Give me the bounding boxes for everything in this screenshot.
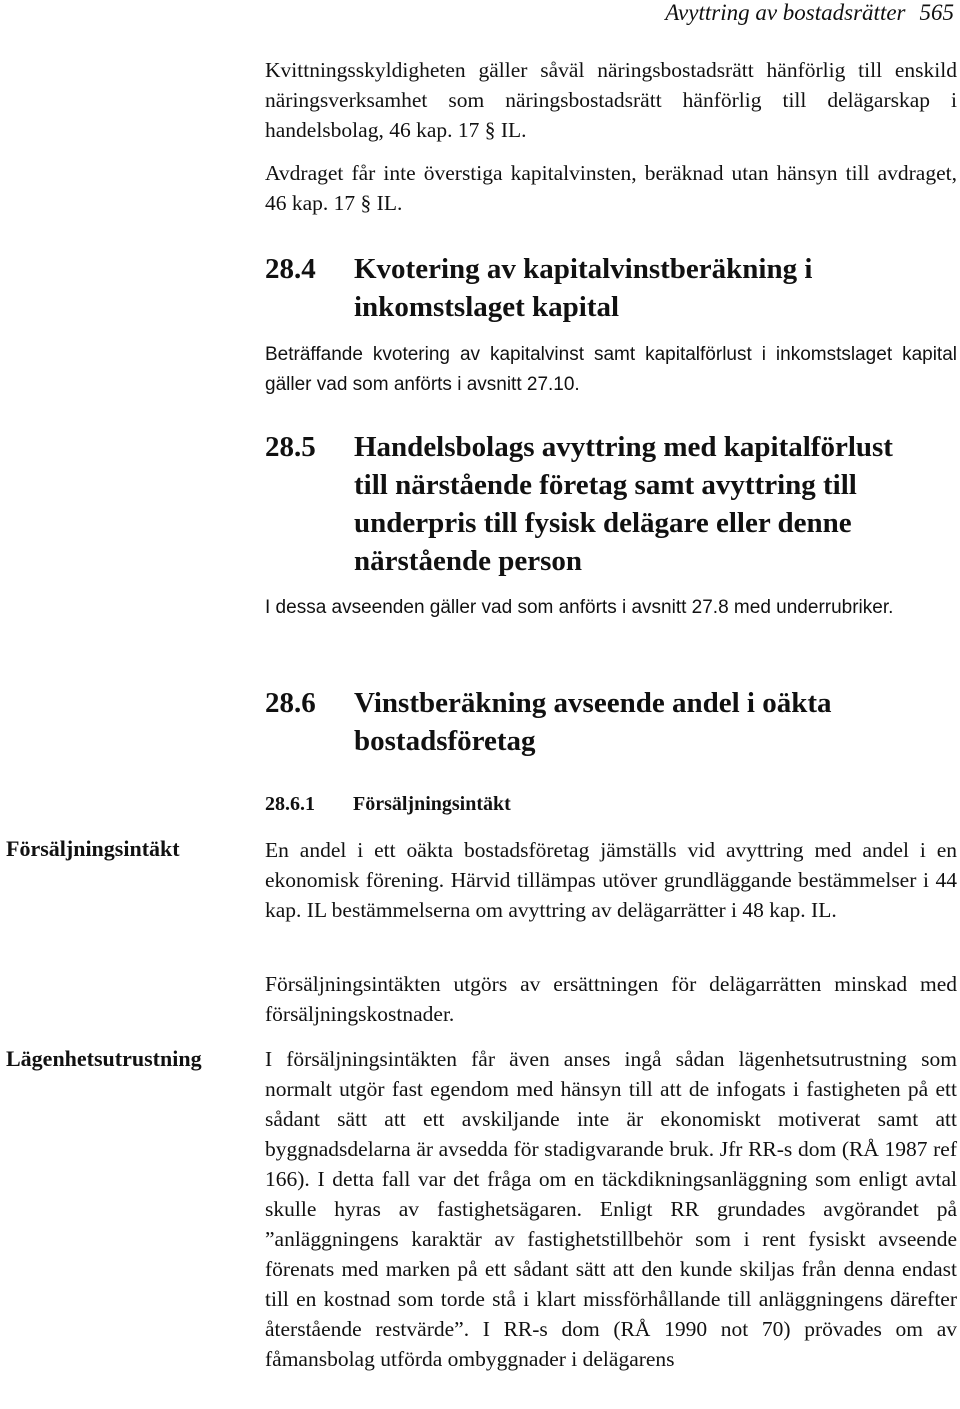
section-number: 28.4 bbox=[265, 253, 316, 285]
section-title: Kvotering av kapitalvinstberäkning i inkomstslaget kapital bbox=[354, 253, 813, 323]
running-header bbox=[665, 0, 954, 26]
margin-note-lagenhetsutrustning: Lägenhetsutrustning bbox=[6, 1046, 202, 1071]
section-28-6-1-paragraph-1: En andel i ett oäkta bostadsföretag jämställs vid avyttring med andel i en ekonomisk förening. Härvid tillämpas utöver grundläggande bestämmelser i 44 kap. IL bestämmelserna om avyttring av delägarrätter i 48 kap. IL. bbox=[265, 838, 957, 922]
subsection-number: 28.6.1 bbox=[265, 793, 315, 815]
section-28-5-body: I dessa avseenden gäller vad som anförts i avsnitt 27.8 med underrubriker. bbox=[265, 597, 894, 618]
subsection-title: Försäljningsintäkt bbox=[353, 793, 511, 815]
section-heading-28-5 bbox=[265, 428, 955, 580]
section-28-4-body: Beträffande kvotering av kapitalvinst samt kapitalförlust i inkomstslaget kapital gäller vad som anförts i avsnitt 27.10. bbox=[265, 344, 957, 395]
section-title: Vinstberäkning avseende andel i oäkta bostadsföretag bbox=[354, 687, 832, 757]
margin-note-forsaljningsintakt: Försäljningsintäkt bbox=[6, 836, 180, 861]
section-28-6-1-paragraph-3: I försäljningsintäkten får även anses ingå sådan lägenhetsutrustning som normalt utgör fast egendom med hänsyn till att de infogats i fastigheten på ett sådant sätt att ett avskiljande inte är ekonomiskt motiverat samt att byggnadsdelarna är avsedda för stadigvarande bruk. Jfr RR-s dom (RÅ 1987 ref 166). I detta fall var det fråga om en täckdikningsanläggning som enligt avtal skulle hyras av fastighetsägaren. Enligt RR grundades avgörandet på ”anläggningens karaktär av fastighetstillbehör som i rent fysiskt avseende förenats med marken på ett sådant sätt att den kunde skiljas från denna endast till en kostnad som torde stå i klart missförhållande till anläggningens därefter återstående restvärde”. I RR-s dom (RÅ 1990 not 70) prövades om av fåmansbolag utförda ombyggnader i delägarens bbox=[265, 1047, 957, 1371]
section-heading-28-6 bbox=[265, 684, 955, 760]
section-number: 28.6 bbox=[265, 687, 316, 719]
section-title: Handelsbolags avyttring med kapitalförlust till närstående företag samt avyttring till underpris till fysisk delägare eller denne närstående person bbox=[354, 431, 893, 577]
subsection-heading-28-6-1 bbox=[265, 790, 511, 818]
section-heading-28-4 bbox=[265, 250, 955, 326]
page-number: 565 bbox=[919, 0, 954, 25]
intro-paragraph-2: Avdraget får inte överstiga kapitalvinsten, beräknad utan hänsyn till avdraget, 46 kap. 17 § IL. bbox=[265, 161, 957, 215]
section-28-6-1-paragraph-2: Försäljningsintäkten utgörs av ersättningen för delägarrätten minskad med försäljningskostnader. bbox=[265, 972, 957, 1026]
intro-paragraph-1: Kvittningsskyldigheten gäller såväl näringsbostadsrätt hänförlig till enskild näringsverksamhet som näringsbostadsrätt hänförlig till delägarskap i handelsbolag, 46 kap. 17 § IL. bbox=[265, 58, 957, 142]
running-header-title: Avyttring av bostadsrätter bbox=[665, 0, 906, 25]
section-number: 28.5 bbox=[265, 431, 316, 463]
